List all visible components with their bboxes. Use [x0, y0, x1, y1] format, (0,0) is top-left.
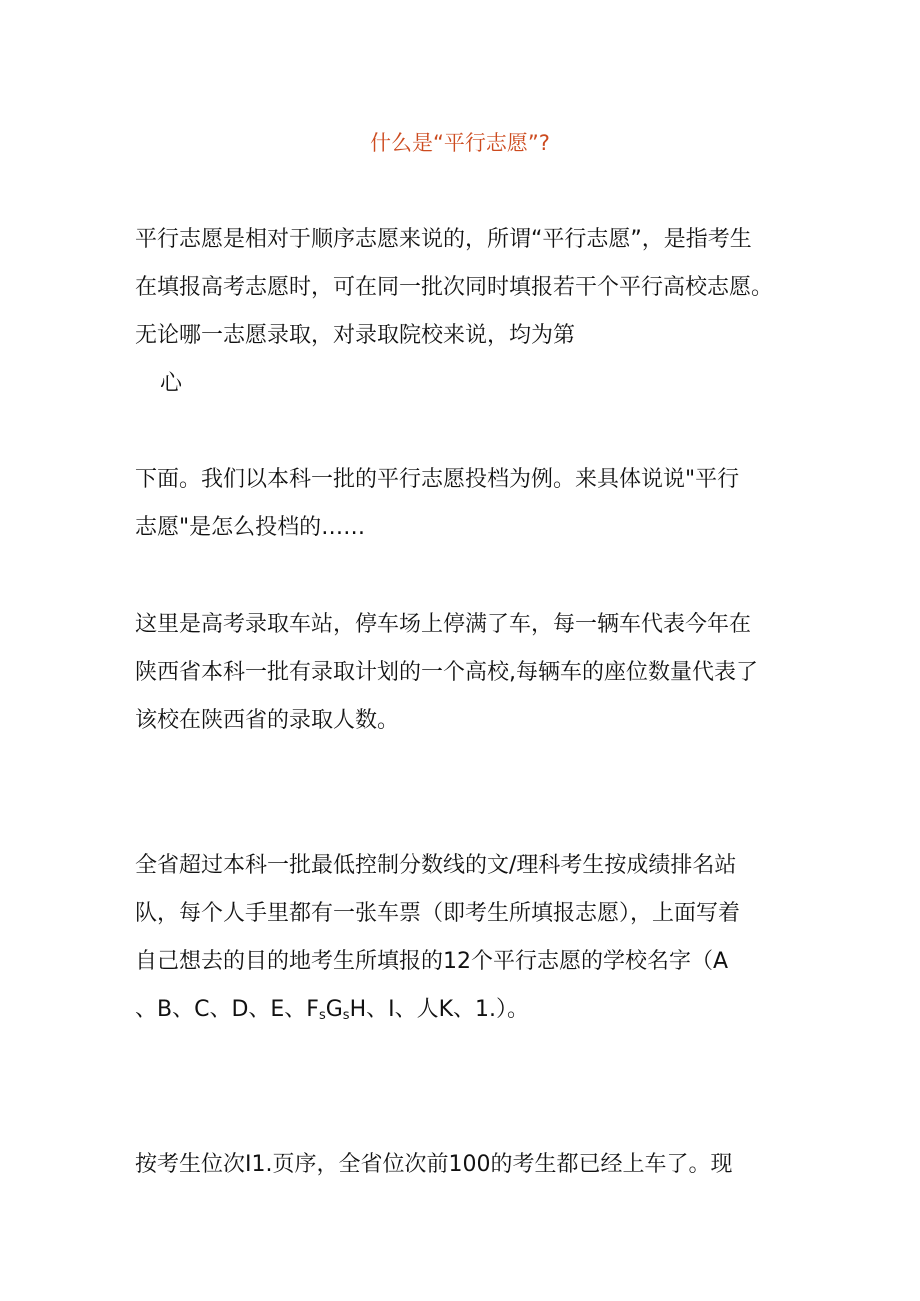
paragraph-1-line-4: 心 [160, 371, 183, 396]
paragraph-4-line-2: 队，每个人手里都有一张车票（即考生所填报志愿），上面写着 [135, 901, 741, 926]
document-title: 什么是“平行志愿”? [370, 131, 550, 155]
paragraph-4-line-4-part-a: 、B、C、D、E、F [135, 997, 319, 1022]
paragraph-4-subscript-s-1: s [318, 1008, 326, 1023]
paragraph-4-line-4-part-e: H、I、人K、1.）。 [349, 997, 530, 1022]
paragraph-4-line-4 [135, 994, 529, 1032]
paragraph-4-line-4-part-c: G [325, 997, 343, 1022]
paragraph-3-line-3: 该校在陕西省的录取人数。 [135, 708, 400, 733]
paragraph-1-line-3: 无论哪一志愿录取，对录取院校来说，均为第 [135, 323, 576, 348]
paragraph-1-line-2: 在填报高考志愿时，可在同一批次同时填报若干个平行高校志愿。 [135, 275, 774, 300]
paragraph-4-line-1: 全省超过本科一批最低控制分数线的文/理科考生按成绩排名站 [135, 853, 737, 878]
paragraph-3-line-2: 陕西省本科一批有录取计划的一个高校,每辆车的座位数量代表了 [135, 660, 758, 685]
paragraph-4-line-3: 自己想去的目的地考生所填报的12个平行志愿的学校名字（A [135, 949, 729, 974]
paragraph-5-line-1: 按考生位次I1.页序，全省位次前100的考生都已经上车了。现 [135, 1152, 733, 1177]
paragraph-2-line-2: 志愿"是怎么投档的…… [135, 515, 366, 540]
paragraph-1-line-1: 平行志愿是相对于顺序志愿来说的，所谓“平行志愿”，是指考生 [135, 227, 752, 252]
paragraph-4-subscript-s-2: s [342, 1008, 350, 1023]
paragraph-3-line-1: 这里是高考录取车站，停车场上停满了车，每一辆车代表今年在 [135, 612, 752, 637]
paragraph-2-line-1: 下面。我们以本科一批的平行志愿投档为例。来具体说说"平行 [135, 467, 740, 492]
